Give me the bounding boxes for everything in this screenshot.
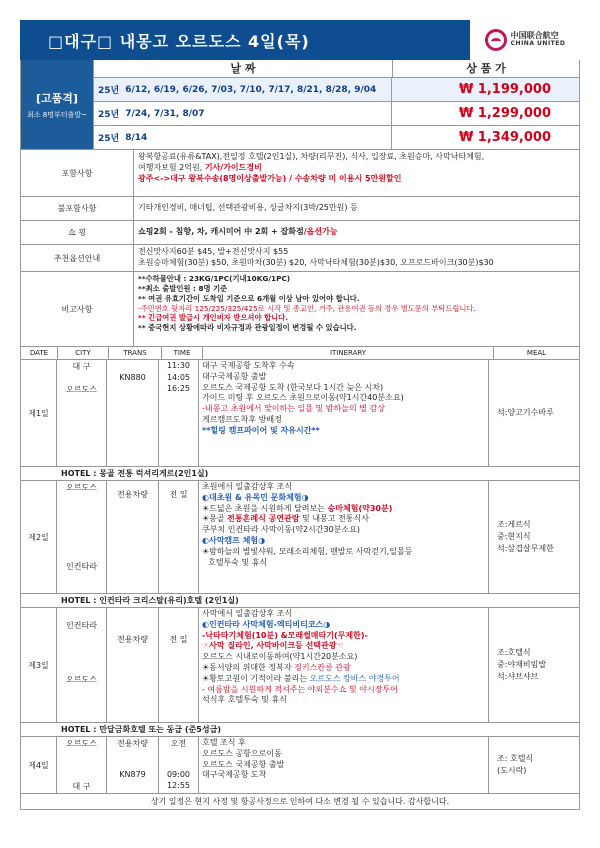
price-dates: 8/14 [125, 132, 148, 143]
hotel-row: HOTEL : 몽골 전통 럭셔리게르(2인1실) [21, 467, 579, 481]
time: 09:00 [166, 770, 191, 779]
itinerary-line: 초원에서 일출감상후 조식 [202, 482, 293, 491]
time: 14:05 [166, 373, 191, 382]
col-itinerary-header: ITINERARY [203, 347, 494, 359]
include-label: 포함사항 [21, 150, 134, 196]
transport: 전용차량 [117, 635, 148, 644]
itinerary-line: 및 내몽고 전통식사 [299, 514, 369, 524]
shopping-label: 쇼 핑 [21, 221, 134, 244]
header [20, 20, 580, 60]
itinerary-line: 호텔 조식 후 [202, 738, 246, 747]
note-line: **최소 출발인원 : 8명 기준 [138, 283, 228, 293]
itinerary-line: 대구국제공항 출발 [202, 371, 267, 381]
airline-logo [470, 20, 580, 60]
exclude-label: 불포함사항 [21, 197, 134, 220]
logo-cn-text: 中国联合航空 [510, 31, 559, 41]
itinerary-header [21, 347, 579, 360]
transport: 전용차량 [117, 490, 148, 499]
col-meal-header: MEAL [526, 349, 547, 357]
include-transfer: 광주<->대구 왕복수송(8명이상출발가능) / 수송차량 미 이용시 5만원할인 [138, 173, 402, 183]
option-line: 전신맛사지60분 $45, 발+전신맛사지 $55 [138, 247, 289, 256]
note-line: **수하물안내 : 23KG/1PC(기내10KG/1PC) [138, 274, 291, 283]
note-line: ** 중국현지 상황에따라 비자규정과 관광일정이 변경될 수 있습니다. [138, 323, 357, 333]
option-label: 추천옵션안내 [21, 245, 134, 271]
city: 대 구 [72, 362, 91, 371]
itinerary-line: 쿠부치 인컨타라 사막이동(약2시간30분소요) [202, 525, 360, 535]
col-city-header: CITY [58, 347, 109, 359]
city: 오르도스 [66, 675, 97, 684]
itinerary-line: -낙타타기체험(10분) &모래썰매타기(무제한)- [202, 630, 368, 640]
shopping-row [21, 221, 579, 245]
time: 16:25 [166, 384, 191, 393]
price-value: ₩ 1,199,000 [392, 78, 579, 101]
itinerary-line: - 여름밤을 시원하게 적셔주는 야외분수쇼 및 야시장투어 [202, 684, 398, 694]
time: 11:30 [166, 361, 191, 370]
price-row [94, 102, 579, 126]
day-row [21, 737, 579, 794]
shopping-option: /옵션가능 [303, 227, 338, 237]
price-row [94, 78, 579, 102]
day-label: 제2일 [21, 481, 57, 593]
itinerary-highlight: 오르도스 캉바스 야경투어 [309, 673, 400, 683]
itinerary-line: 석식후 호텔투숙 및 휴식 [202, 695, 287, 705]
itinerary-line: 오르도스 국제공항 출발 [202, 759, 285, 769]
option-line: 초원승마체험(30분) $50, 초원마차(30분) $20, 사막낙타체험(30분)$30, 오프로드바이크(30분)$30 [138, 257, 494, 267]
meal: 중:현지식 [497, 532, 531, 541]
note-line: -주민번호 뒷자리 125/225/325/425로 시작 및 종교인, 거주, 관용여권 등의 경우 별도문의 부탁드립니다. [138, 303, 476, 313]
city: 오르도스 [66, 483, 97, 492]
shopping-text: 쇼핑2회 - 침향, 차, 캐시미어 中 2회 + 잡화점 [138, 227, 304, 237]
itinerary-line: ◐사막캠프 체험◑ [202, 535, 266, 545]
grade-title: [고품격] [36, 91, 78, 105]
date-header: 날 짜 [94, 60, 393, 78]
day-row [21, 608, 579, 723]
price-header-label: 상 품 가 [393, 60, 579, 78]
page-title: □대구□ 내몽고 오르도스 4일(목) [20, 20, 470, 60]
itinerary-line: -내몽고 초원에서 맞이하는 일몰 및 밤하늘의 별 감상 [202, 404, 385, 414]
city: 인컨타라 [66, 621, 97, 630]
exclude-row [21, 197, 579, 221]
itinerary-line: 게르캠프도착후 방배정 [202, 414, 282, 424]
footer-note: 상기 일정은 현지 사정 및 항공사정으로 인하여 다소 변경 될 수 있습니다. 감사합니다. [150, 797, 450, 806]
itinerary-line: ☀황토고원이 기적이라 불리는 [202, 673, 310, 683]
itinerary-line: 오르도스 공항으로이동 [202, 748, 282, 758]
price-dates: 7/24, 7/31, 8/07 [125, 108, 205, 119]
price-value: ₩ 1,349,000 [458, 130, 551, 145]
meal: 석:양고기수바루 [497, 408, 554, 417]
day-row [21, 360, 579, 467]
price-header [94, 60, 579, 78]
meal: 석:삼겹살무제한 [497, 544, 554, 553]
include-line: 여행자보험 2억원, [138, 162, 205, 172]
hotel-row: HOTEL : 인컨타라 크리스탈(유리)호텔 (2인1실) [21, 594, 579, 608]
grade-badge [21, 60, 94, 149]
price-block [20, 60, 580, 150]
price-row [94, 126, 579, 149]
itinerary-line: 사막에서 일출감상후 조식 [202, 609, 293, 618]
meal: 중:야채비빔밥 [497, 660, 547, 669]
city: 오르도스 [66, 739, 97, 748]
itinerary-line: ☀밤하늘의 별빛샤워, 모래소리체험, 맨발로 사막걷기,일몰등 [202, 546, 413, 556]
time: 전 일 [169, 635, 188, 644]
transport: 전용차량 [117, 739, 148, 748]
time: 12:55 [166, 781, 191, 790]
price-year: 25년 [98, 134, 120, 144]
price-dates: 6/12, 6/19, 6/26, 7/03, 7/10, 7/17, 8/21, 8/28, 9/04 [125, 84, 377, 95]
itinerary-line: ☀몽골 [202, 514, 228, 524]
col-trans-header: TRANS [109, 347, 162, 359]
itinerary-line: ◐인컨타라 사막체험-엑티비티코스◑ [202, 619, 331, 629]
transport: KN880 [119, 373, 146, 382]
meal: 석:샤브샤브 [497, 672, 539, 681]
transport: KN879 [119, 770, 146, 779]
price-year: 25년 [98, 110, 120, 120]
itinerary-line: ◐대초원 & 유목민 문화체험◑ [202, 492, 309, 502]
price-table [94, 60, 579, 149]
day-label: 제1일 [21, 360, 57, 466]
meal: 조:게르식 [497, 520, 531, 529]
itinerary-highlight: 승마체험(약30분) [327, 503, 393, 513]
col-time-header: TIME [162, 347, 203, 359]
itinerary-highlight: 징키스칸릉 관광 [294, 662, 351, 672]
hotel-row: HOTEL : 만달금화호텔 또는 동급 (준5성급) [21, 723, 579, 737]
time: 전 일 [169, 490, 188, 499]
itinerary-highlight: 전통흔례식 공연관람 [227, 514, 300, 524]
day-row [21, 481, 579, 594]
itinerary-line: 호텔투숙 및 휴식 [208, 557, 268, 567]
itinerary-line: 대구국제공항 도착 [202, 770, 267, 780]
page [20, 0, 580, 810]
price-value: ₩ 1,299,000 [458, 106, 551, 121]
itinerary-line: ☀동서양의 위대한 정복자 [202, 662, 295, 672]
option-row [21, 245, 579, 272]
itinerary-line: 대구 국제공항 도착후 수속 [202, 361, 295, 370]
itinerary-line: ☀드넓은 초원을 시원하게 달려보는 [202, 503, 328, 513]
include-highlight: 기사/가이드경비 [204, 162, 262, 172]
meal: 조: 호텔식 [497, 754, 534, 763]
meal: 조:호텔식 [497, 648, 531, 657]
col-date-header: DATE [21, 347, 58, 359]
meal: (도시락) [497, 766, 527, 775]
day-label: 제3일 [21, 608, 57, 722]
include-line: 왕복항공료(유류&TAX),전일정 호텔(2인1실), 차량(리무진), 식사, 입장료, 초원승마, 사막낙타체험, [138, 152, 485, 161]
city: 인컨타라 [66, 562, 97, 571]
price-year: 25년 [98, 86, 120, 96]
notes-row [21, 272, 579, 346]
day-label: 제4일 [21, 737, 57, 793]
time: 오전 [170, 739, 187, 748]
exclude-text: 기타개인경비, 매너팁, 선택관광비용, 싱글차지(3박/25만원) 등 [138, 203, 358, 213]
note-line: ** 여권 유효기간이 도착일 기준으로 6개월 이상 남아 있어야 합니다. [138, 293, 360, 303]
itinerary-table [20, 347, 580, 810]
grade-sub: 최소 8명부터출발~ [27, 110, 87, 119]
itinerary-line: 가이드 미팅 후 오르도스 초원으로이동(약1시간40분소요) [202, 393, 404, 403]
include-row [21, 150, 579, 197]
city: 오르도스 [66, 385, 97, 394]
logo-en-text: CHINA UNITED [510, 40, 566, 48]
itinerary-line: ☞사막 질라인, 사막바이크등 선택관광☜ [202, 641, 344, 651]
itinerary-line: 오르도스 국제공항 도착 (한국보다 1시간 늦은 시차) [202, 382, 384, 392]
notes-label: 비고사항 [21, 272, 134, 346]
airline-logo-icon [485, 29, 507, 51]
info-table [20, 150, 580, 347]
itinerary-line: **힐링 캠프파이어 및 자유시간** [202, 425, 320, 435]
itinerary-line: 오르도스 시내로이동하여(약1시간20분소요) [202, 652, 358, 662]
city: 대 구 [72, 782, 91, 791]
note-line: ** 긴급여권 발급시 개인비자 받으셔야 합니다. [138, 313, 288, 323]
